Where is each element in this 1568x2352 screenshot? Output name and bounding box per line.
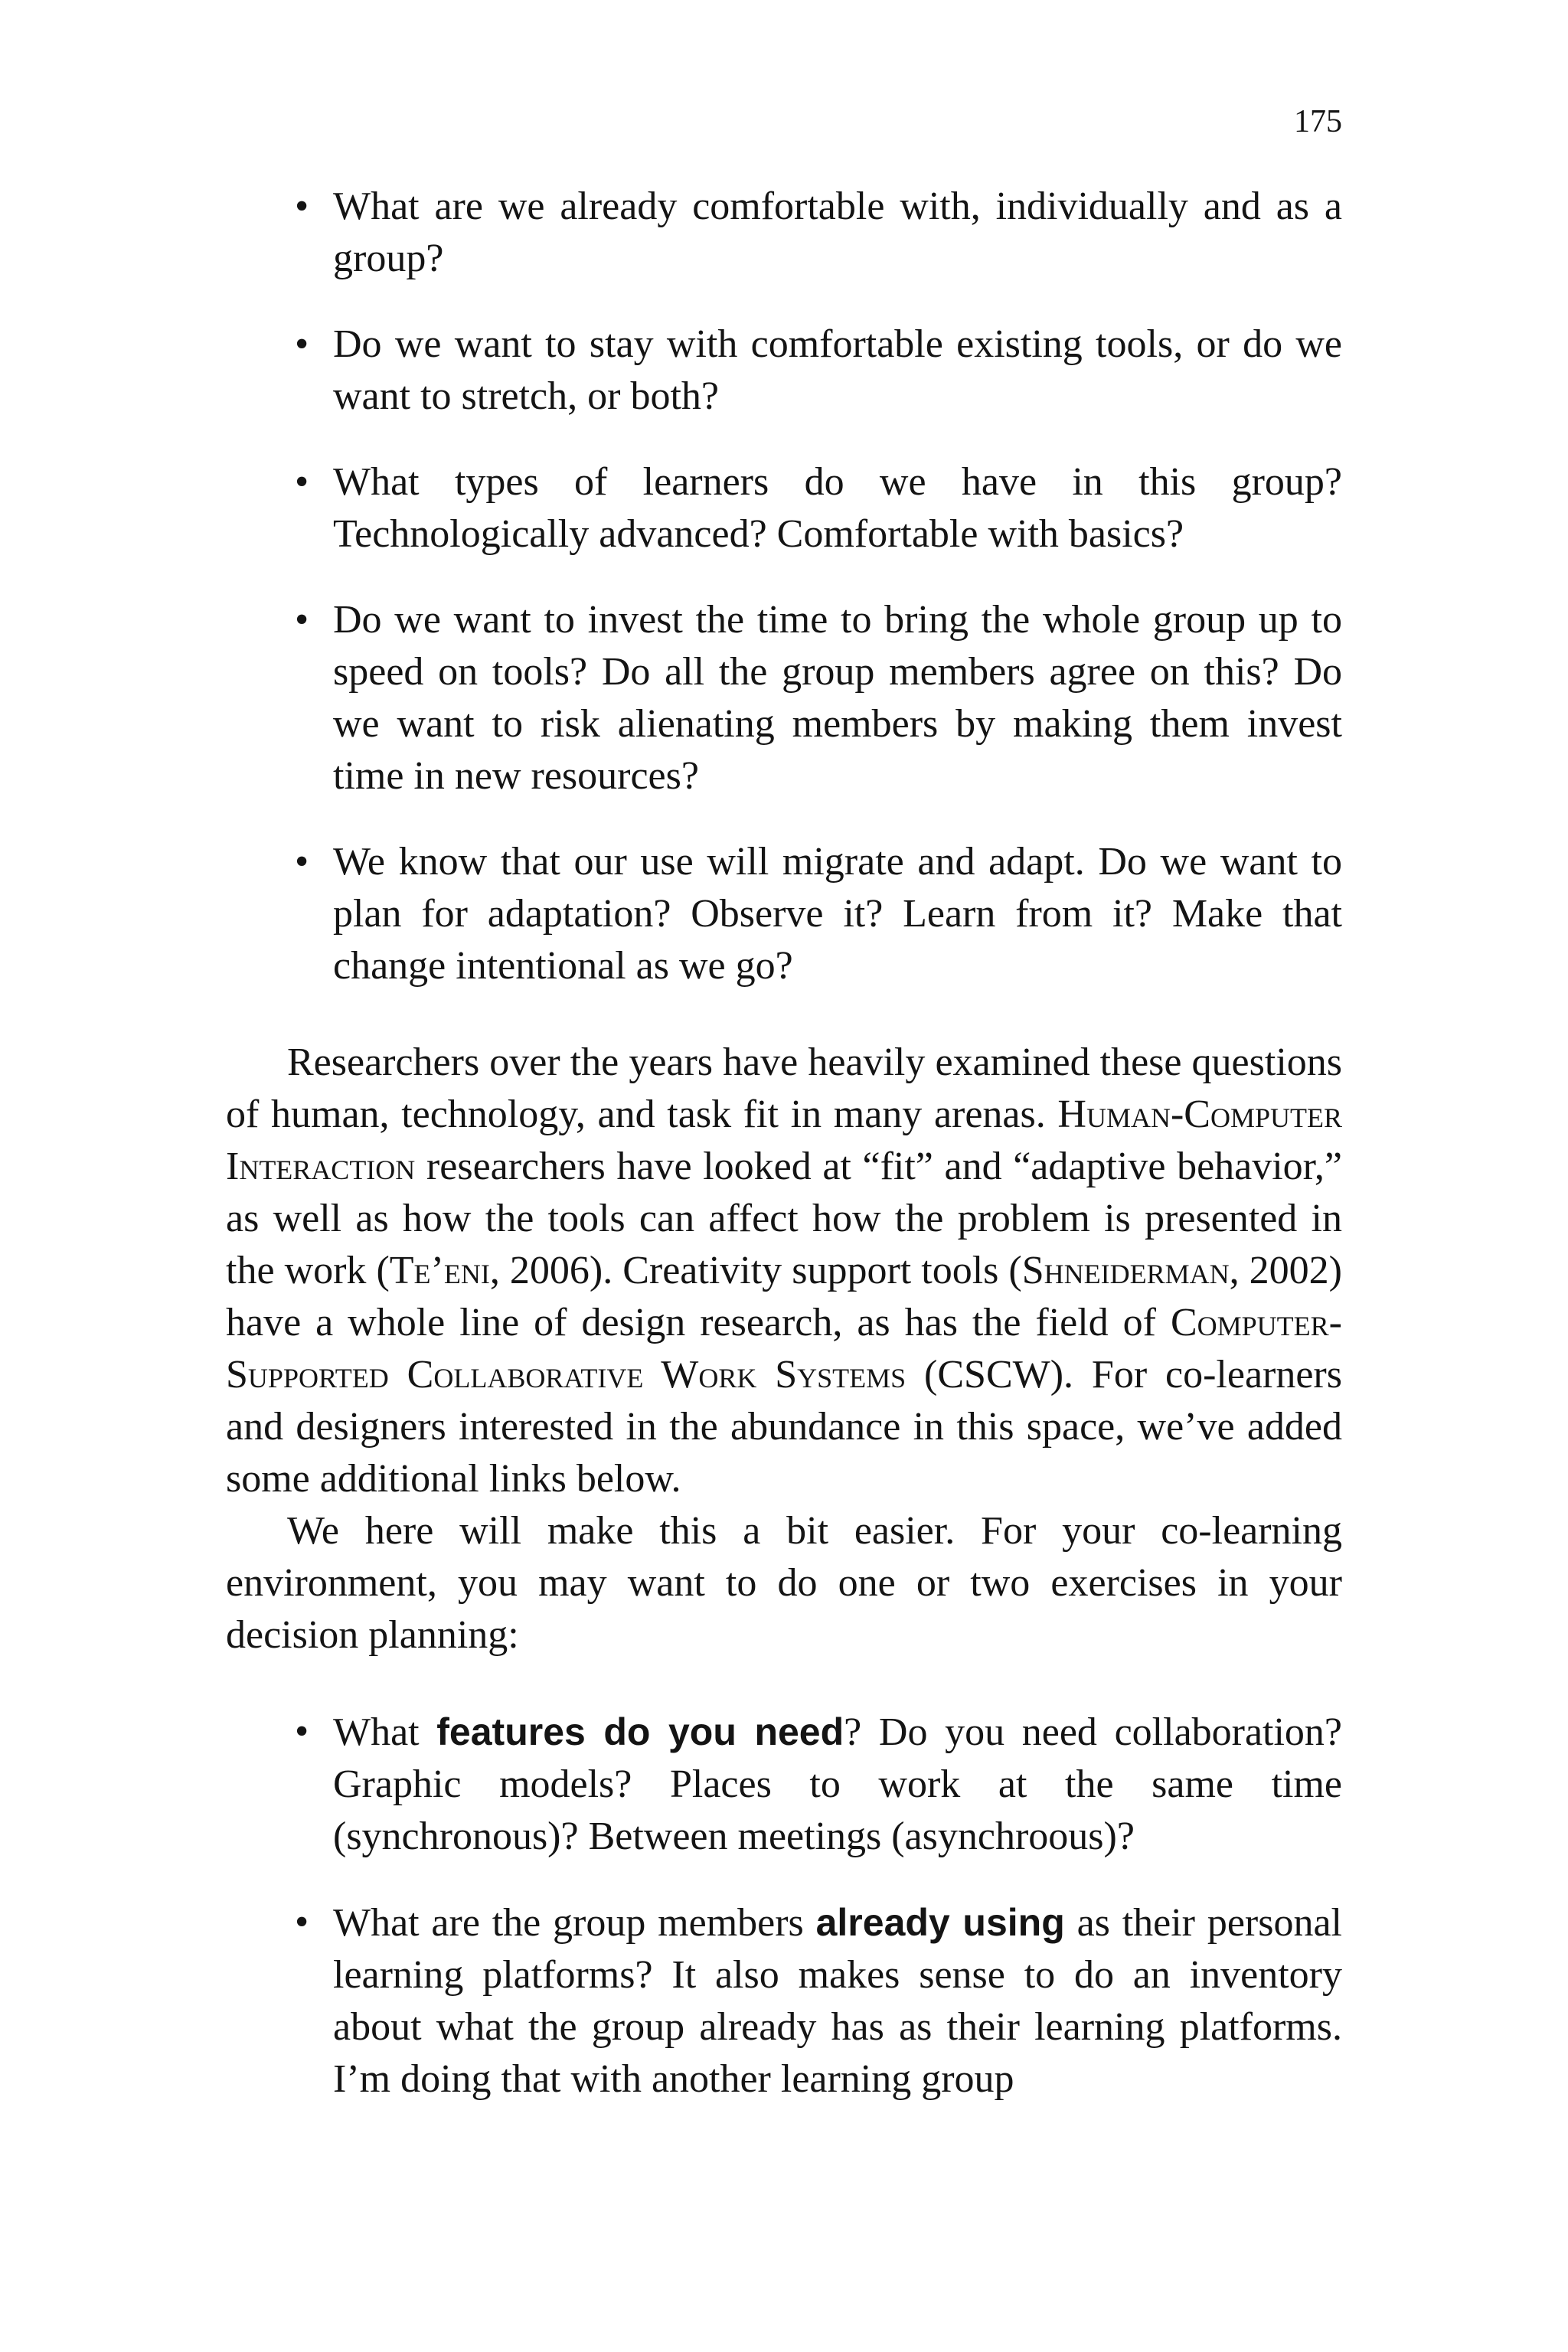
bullet-icon: • (295, 322, 309, 366)
question-list (226, 181, 1342, 992)
planning-paragraph: We here will make this a bit easier. For your co-learning environment, you may want to do one or two exercises in your decision planning: (226, 1509, 1342, 1657)
bullet-icon: • (295, 1710, 309, 1753)
bullet-icon: • (295, 840, 309, 884)
emphasis-text: already using (815, 1901, 1065, 1944)
list-item: • What features do you need? Do you need collaboration? Graphic models? Places to work at the same time (synchronous)? Between meetings (asynchroous)? (226, 1706, 1342, 1863)
list-item: • What are we already comfortable with, individually and as a group? (226, 181, 1342, 285)
list-item: • What types of learners do we have in this group? Technologically advanced? Comfortable with basics? (226, 456, 1342, 560)
bullet-icon: • (295, 1900, 309, 1944)
bullet-icon: • (295, 598, 309, 642)
list-item: • We know that our use will migrate and adapt. Do we want to plan for adaptation? Observe it? Learn from it? Make that change intentional as we go? (226, 836, 1342, 992)
list-item: • Do we want to invest the time to bring the whole group up to speed on tools? Do all the group members agree on this? Do we want to risk alienating members by making them invest time in new resources? (226, 594, 1342, 802)
term-hci: Human-Computer Interaction (226, 1093, 1342, 1188)
page-number: 175 (1294, 104, 1342, 139)
list-item: • Do we want to stay with comfortable existing tools, or do we want to stretch, or both? (226, 318, 1342, 423)
bullet-icon: • (295, 185, 309, 228)
research-paragraph: Researchers over the years have heavily examined these questions of human, technology, and task fit in many arenas. Human-Computer Interaction researchers have looked at “fit” and “adaptive behavior,” as well as how the tools can affect how the problem is presented in the work (Te’eni, 2006). Creativity support tools (Shneiderman, 2002) have a whole line of design research, as has the field of Computer-Supported Collaborative Work Systems (CSCW). For co-learners and designers interested in the abundance in this space, we’ve added some additional links below. (226, 1040, 1342, 1501)
list-item: • What are the group members already using as their personal learning platforms? It also makes sense to do an inventory about what the group already has as their learning platforms. I’m doing that with another learning group (226, 1896, 1342, 2105)
citation-author: Shneiderman (1021, 1249, 1230, 1292)
exercise-list (226, 1706, 1342, 2105)
term-cscw: Computer-Supported Collaborative Work Systems (226, 1301, 1342, 1396)
citation-author: Te’eni (389, 1249, 490, 1292)
bullet-icon: • (295, 460, 309, 504)
emphasis-text: features do you need (436, 1710, 844, 1753)
page-body (226, 181, 1342, 2105)
